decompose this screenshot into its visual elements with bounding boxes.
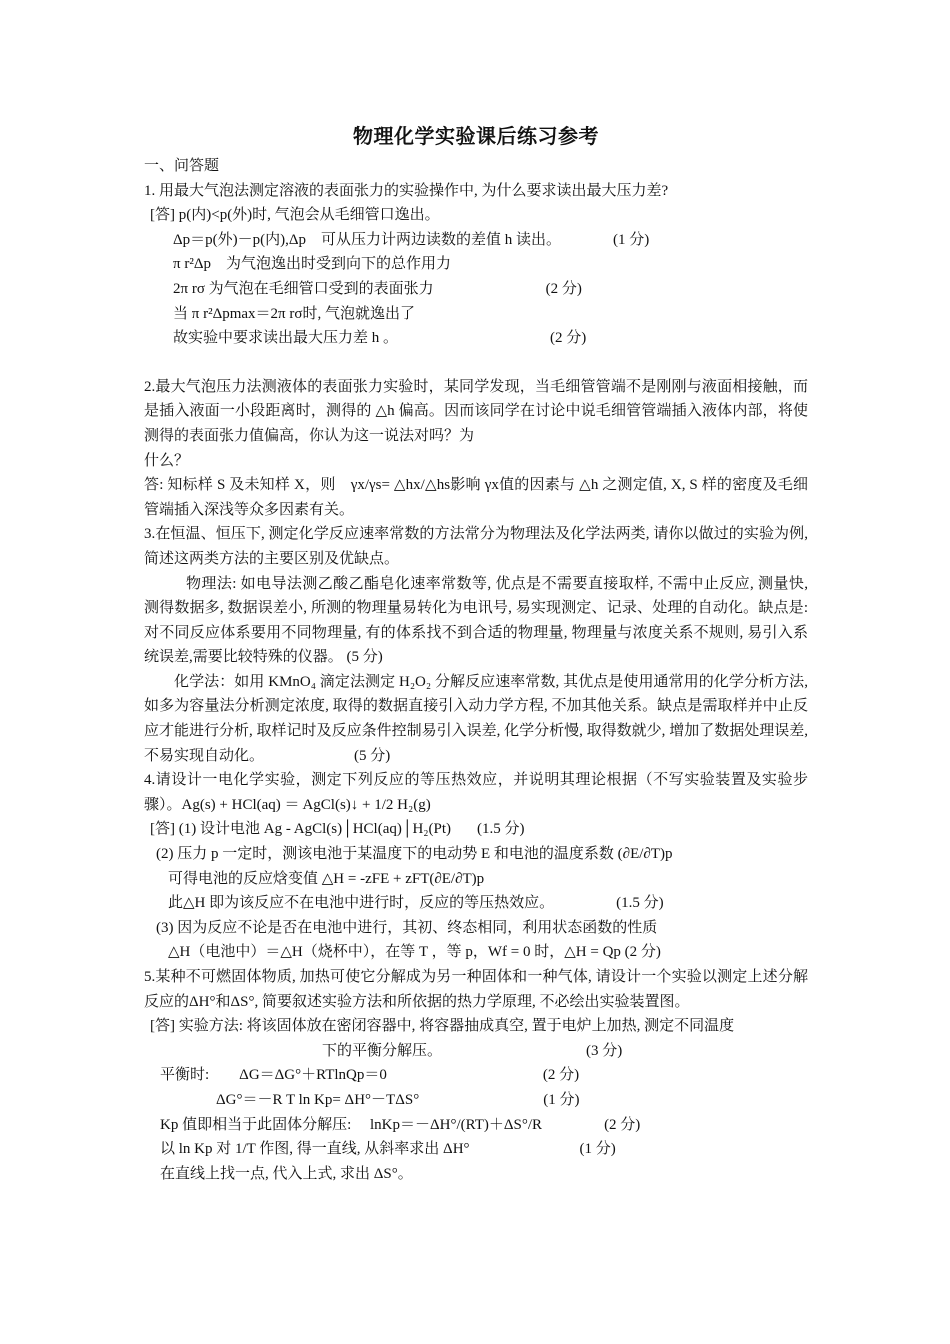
answer-5-line-4 bbox=[144, 1113, 808, 1138]
answer-5-line-5 bbox=[144, 1137, 808, 1162]
answer-1-line-2 bbox=[144, 228, 808, 253]
answer-5-line-1b-text: 下的平衡分解压。 bbox=[322, 1042, 443, 1059]
answer-5-line-5-text: 以 ln Kp 对 1/T 作图, 得一直线, 从斜率求出 ΔH° bbox=[160, 1141, 470, 1158]
answer-4-line-6: △H（电池中）＝△H（烧杯中），在等 T ，等 p，Wf = 0 时，△H = Qp (2 分) bbox=[168, 944, 661, 961]
score-label: (1 分) bbox=[579, 1141, 616, 1158]
answer-1-line-4 bbox=[144, 277, 808, 302]
answer-5-line-1: [答] 实验方法: 将该固体放在密闭容器中, 将容器抽成真空, 置于电炉上加热, 测定不同温度 bbox=[150, 1018, 735, 1035]
answer-3-chemical bbox=[144, 670, 808, 768]
answer-4-line-1-text: [答] (1) 设计电池 Ag - AgCl(s)│HCl(aq)│H₂(Pt) bbox=[150, 821, 452, 838]
score-label: (1.5 分) bbox=[616, 895, 664, 912]
answer-4-line-5: (3) 因为反应不论是否在电池中进行，其初、终态相同，利用状态函数的性质 bbox=[156, 919, 658, 936]
answer-1-line-4-text: 2π rσ 为气泡在毛细管口受到的表面张力 bbox=[173, 280, 434, 297]
score-label: (3 分) bbox=[586, 1042, 623, 1059]
answer-5-line-1b bbox=[144, 1039, 808, 1064]
answer-4-line-3: 可得电池的反应焓变值 △H = -zFE + zFT(∂E/∂T)p bbox=[168, 870, 485, 887]
document-title: 物理化学实验课后练习参考 bbox=[353, 126, 599, 148]
score-label: (1 分) bbox=[613, 231, 650, 248]
answer-1-line-2-text: Δp＝p(外)－p(内),Δp 可从压力计两边读数的差值 h 读出。 bbox=[173, 231, 562, 248]
answer-5-line-4-text: Kp 值即相当于此固体分解压: lnKp＝－ΔH°/(RT)＋ΔS°/R bbox=[160, 1116, 543, 1133]
answer-1-line-5: 当 π r²Δpmax＝2π rσ时, 气泡就逸出了 bbox=[173, 305, 415, 322]
question-4: 4.请设计一电化学实验，测定下列反应的等压热效应，并说明其理论根据（不写实验装置及实验步骤）。Ag(s) + HCl(aq) ＝ AgCl(s)↓ + 1/2 H₂(g) bbox=[144, 772, 808, 813]
answer-2: 答: 知标样 S 及未知样 X，则 γx/γs= △hx/△hs影响 γx值的因素与 △h 之测定值, X, S 样的密度及毛细管端插入深浅等众多因素有关。 bbox=[144, 477, 808, 518]
score-label: (1.5 分) bbox=[477, 821, 525, 838]
spacer bbox=[144, 351, 808, 375]
section-heading: 一、问答题 bbox=[144, 158, 220, 174]
score-label: (2 分) bbox=[542, 1067, 580, 1084]
score-label: (1 分) bbox=[543, 1091, 580, 1108]
question-5: 5.某种不可燃固体物质, 加热可使它分解成为另一种固体和一种气体, 请设计一个实验以测定上述分解反应的ΔH°和ΔS°, 简要叙述实验方法和所依据的热力学原理, 不必绘出实验装置图。 bbox=[144, 969, 808, 1010]
question-3: 3.在恒温、恒压下, 测定化学反应速率常数的方法常分为物理法及化学法两类, 请你以做过的实验为例, 简述这两类方法的主要区别及优缺点。 bbox=[144, 526, 808, 567]
answer-5-line-2 bbox=[144, 1063, 808, 1088]
document-page bbox=[144, 122, 808, 1186]
answer-4-line-2: (2) 压力 p 一定时，测该电池于某温度下的电动势 E 和电池的温度系数 (∂E/∂T)p bbox=[156, 846, 673, 863]
question-2-end: 什么？ bbox=[144, 452, 190, 469]
score-label: (5 分) bbox=[354, 747, 391, 764]
score-label: (2 分) bbox=[545, 280, 582, 297]
answer-3-chemical-text: 化学法：如用 KMnO₄ 滴定法测定 H₂O₂ 分解反应速率常数, 其优点是使用通常用的化学分析方法, 如多为容量法分析测定浓度, 取得的数据直接引入动力学方程, 不加其他关系。缺点是需取样并中止反应才能进行分析, 取样记时及反应条件控制易引入误差, 化学分析慢, 取得数就少, 增加了数据处理误差, 不易实现自动化。 bbox=[144, 673, 808, 764]
answer-5-line-6: 在直线上找一点, 代入上式, 求出 ΔS°。 bbox=[160, 1165, 413, 1182]
question-2: 2.最大气泡压力法测液体的表面张力实验时，某同学发现，当毛细管管端不是刚刚与液面相接触，而是插入液面一小段距离时，测得的 △h 偏高。因而该同学在讨论中说毛细管管端插入液体内部，将使测得的表面张力值偏高，你认为这一说法对吗？为 bbox=[144, 378, 808, 444]
answer-4-line-4-text: 此△H 即为该反应不在电池中进行时，反应的等压热效应。 bbox=[168, 895, 555, 912]
answer-5-line-3-text: ΔG°＝－R T ln Kp= ΔH°－TΔS° bbox=[216, 1091, 420, 1108]
answer-1-line-3: π r²Δp 为气泡逸出时受到向下的总作用力 bbox=[173, 256, 451, 273]
score-label: (2 分) bbox=[604, 1116, 641, 1133]
answer-4-line-1 bbox=[144, 817, 808, 842]
score-label: (2 分) bbox=[550, 330, 587, 347]
answer-1-line-6 bbox=[144, 326, 808, 351]
answer-5-line-3 bbox=[144, 1088, 808, 1113]
answer-5-line-2-text: 平衡时: ΔG＝ΔG°＋RTlnQp＝0 bbox=[160, 1067, 387, 1084]
answer-4-line-4 bbox=[144, 891, 808, 916]
answer-1-line-6-text: 故实验中要求读出最大压力差 h 。 bbox=[173, 330, 399, 347]
answer-1-line-1: [答] p(内)<p(外)时, 气泡会从毛细管口逸出。 bbox=[150, 207, 440, 224]
question-1: 1. 用最大气泡法测定溶液的表面张力的实验操作中, 为什么要求读出最大压力差? bbox=[144, 182, 669, 199]
answer-3-physical: 物理法: 如电导法测乙酸乙酯皂化速率常数等, 优点是不需要直接取样, 不需中止反应, 测量快, 测得数据多, 数据误差小, 所测的物理量易转化为电讯号, 易实现测定、记录、处理的自动化。缺点是:对不同反应体系要用不同物理量, 有的体系找不到合适的物理量, 物理量与浓度关系不规则, 易引入系统误差,需要比较特殊的仪器。 (5 分) bbox=[144, 575, 808, 666]
